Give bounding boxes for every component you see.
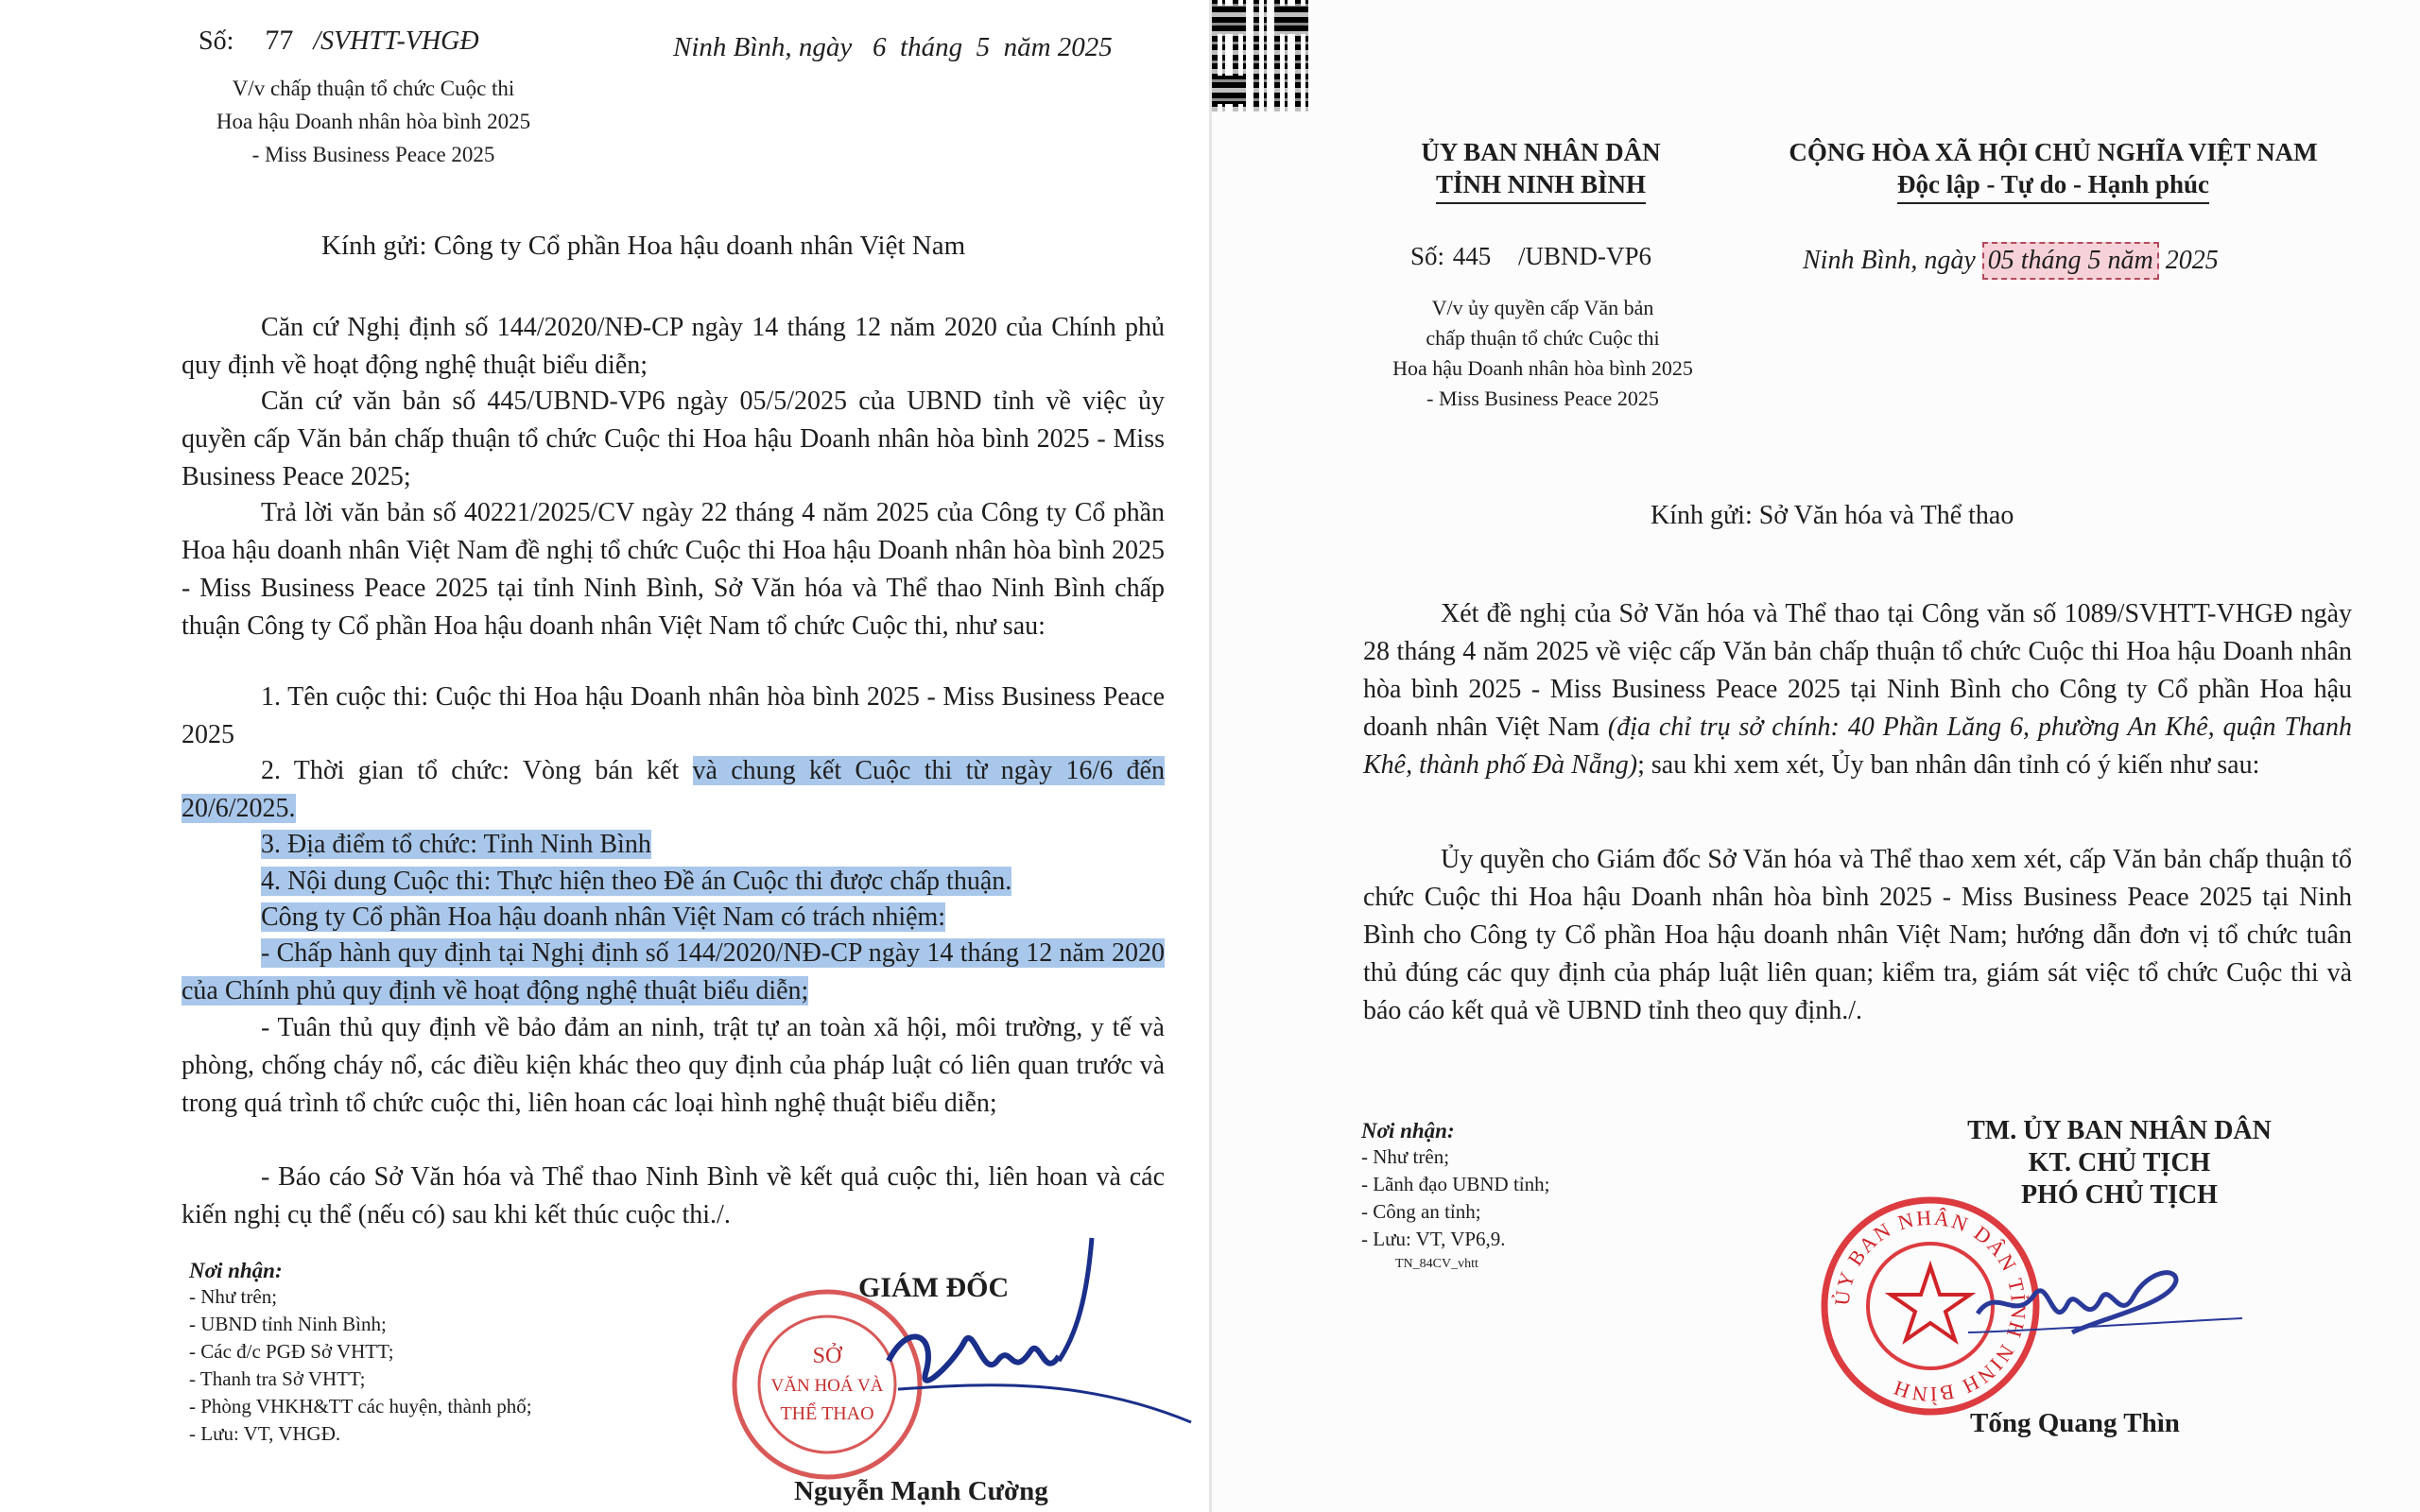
duty-3: - Báo cáo Sở Văn hóa và Thể thao Ninh Bình về kết quả cuộc thi, liên hoan và các kiến nghị cụ thể (nếu có) sau khi kết thúc cuộc thi./. <box>182 1162 1165 1229</box>
qr-code-icon <box>1212 0 1312 112</box>
document-subject: V/v ủy quyền cấp Văn bản chấp thuận tổ chức Cuộc thi Hoa hậu Doanh nhân hòa bình 2025 - Miss Business Peace 2025 <box>1392 296 1693 410</box>
item-2-time: 2. Thời gian tổ chức: Vòng bán kết và chung kết Cuộc thi từ ngày 16/6 đến 20/6/2025. <box>182 756 1165 823</box>
national-heading: CỘNG HÒA XÃ HỘI CHỦ NGHĨA VIỆT NAM Độc lập - Tự do - Hạnh phúc <box>1751 136 2356 204</box>
right-document <box>1212 0 2420 1512</box>
document-number: Số: 77 /SVHTT-VHGĐ <box>199 25 479 56</box>
highlighted-text: và chung kết Cuộc thi từ ngày 16/6 đến 20/6/2025. <box>182 756 1165 823</box>
greeting: Kính gửi: Sở Văn hóa và Thể thao <box>1651 501 2014 530</box>
duty-1: - Chấp hành quy định tại Nghị định số 144/2020/NĐ-CP ngày 14 tháng 12 năm 2020 của Chính phủ quy định về hoạt động nghệ thuật biểu diễn; <box>182 938 1165 1005</box>
signer-name: Tống Quang Thìn <box>1970 1408 2180 1438</box>
basis-paragraph-2: Căn cứ văn bản số 445/UBND-VP6 ngày 05/5/2025 của UBND tỉnh về việc ủy quyền cấp Văn bản chấp thuận tổ chức Cuộc thi Hoa hậu Doanh nhân hòa bình 2025 - Miss Business Peace 2025; <box>182 387 1165 491</box>
item-1-name: 1. Tên cuộc thi: Cuộc thi Hoa hậu Doanh nhân hòa bình 2025 - Miss Business Peace 2025 <box>182 682 1165 749</box>
seal-ring-text: ỦY BAN NHÂN DÂN TỈNH NINH BÌNH <box>1829 1205 2031 1407</box>
recipients-list: Nơi nhận: - Như trên; - UBND tỉnh Ninh Bình; - Các đ/c PGĐ Sở VHTT; - Thanh tra Sở VHTT; - Phòng VHKH&TT các huyện, thành phố; - Lưu: VT, VHGĐ. <box>189 1259 532 1445</box>
document-number: Số: 445 /UBND-VP6 <box>1410 242 1652 270</box>
authorization-paragraph: Ủy quyền cho Giám đốc Sở Văn hóa và Thể thao xem xét, cấp Văn bản chấp thuận tổ chức Cuộc thi Hoa hậu Doanh nhân hòa bình 2025 - Miss Business Peace 2025 tại Ninh Bình cho Công ty Cổ phần Hoa hậu doanh nhân Việt Nam; hướng dẫn đơn vị tổ chức tuân thủ đúng các quy định của pháp luật liên quan; kiểm tra, giám sát việc tổ chức Cuộc thi và báo cáo kết quả về UBND tỉnh theo quy định./. <box>1363 845 2352 1025</box>
document-date: Ninh Bình, ngày 6 tháng 5 năm 2025 <box>673 32 1113 62</box>
recipients-list: Nơi nhận: - Như trên; - Lãnh đạo UBND tỉnh; - Công an tỉnh; - Lưu: VT, VP6,9. TN_84CV_vhtt <box>1361 1119 1550 1271</box>
consideration-paragraph: Xét đề nghị của Sở Văn hóa và Thể thao tại Công văn số 1089/SVHTT-VHGĐ ngày 28 tháng 4 năm 2025 về việc cấp Văn bản chấp thuận tổ chức Cuộc thi Hoa hậu Doanh nhân hòa bình 2025 - Miss Business Peace 2025 tại Ninh Bình cho Công ty Cổ phần Hoa hậu doanh nhân Việt Nam (địa chỉ trụ sở chính: 40 Phần Lăng 6, phường An Khê, quận Thanh Khê, thành phố Đà Nẵng); sau khi xem xét, Ủy ban nhân dân tỉnh có ý kiến như sau: <box>1363 599 2352 780</box>
director-signature <box>870 1219 1210 1465</box>
greeting: Kính gửi: Công ty Cổ phần Hoa hậu doanh nhân Việt Nam <box>321 231 966 261</box>
signer-title: GIÁM ĐỐC <box>858 1272 1010 1303</box>
document-subject: V/v chấp thuận tổ chức Cuộc thi Hoa hậu Doanh nhân hòa bình 2025 - Miss Business Peace 2025 <box>216 77 531 166</box>
item-4-content: 4. Nội dung Cuộc thi: Thực hiện theo Đề án Cuộc thi được chấp thuận. <box>261 867 1012 896</box>
vice-chairman-signature <box>1959 1228 2261 1361</box>
document-date: Ninh Bình, ngày 05 tháng 5 năm 2025 <box>1803 242 2219 280</box>
date-stamp-box: 05 tháng 5 năm <box>1982 242 2159 280</box>
issuing-organization: ỦY BAN NHÂN DÂN TỈNH NINH BÌNH <box>1380 136 1702 204</box>
seal-text-top: SỞ <box>812 1344 842 1368</box>
response-paragraph: Trả lời văn bản số 40221/2025/CV ngày 22 tháng 4 năm 2025 của Công ty Cổ phần Hoa hậu doanh nhân Việt Nam đề nghị tổ chức Cuộc thi Hoa hậu Doanh nhân hòa bình 2025 - Miss Business Peace 2025 tại tỉnh Ninh Bình, Sở Văn hóa và Thể thao Ninh Bình chấp thuận Công ty Cổ phần Hoa hậu doanh nhân Việt Nam tổ chức Cuộc thi, như sau: <box>182 498 1165 641</box>
seal-text-middle: VĂN HOÁ VÀ <box>770 1376 884 1396</box>
duty-2: - Tuân thủ quy định về bảo đảm an ninh, trật tự an toàn xã hội, môi trường, y tế và phòng, chống cháy nổ, các điều kiện khác theo quy định của pháp luật có liên quan trước và trong quá trình tổ chức cuộc thi, liên hoan các loại hình nghệ thuật biểu diễn; <box>182 1013 1165 1118</box>
basis-paragraph-1: Căn cứ Nghị định số 144/2020/NĐ-CP ngày 14 tháng 12 năm 2020 của Chính phủ quy định về hoạt động nghệ thuật biểu diễn; <box>182 313 1165 380</box>
responsibility-heading: Công ty Cổ phần Hoa hậu doanh nhân Việt Nam có trách nhiệm: <box>261 902 946 932</box>
seal-text-bottom: THỂ THAO <box>780 1403 874 1424</box>
signer-name: Nguyễn Mạnh Cường <box>794 1476 1048 1506</box>
item-3-location: 3. Địa điểm tổ chức: Tỉnh Ninh Bình <box>261 830 651 859</box>
signature-block: TM. ỦY BAN NHÂN DÂN KT. CHỦ TỊCH PHÓ CHỦ TỊCH <box>1967 1116 2272 1210</box>
